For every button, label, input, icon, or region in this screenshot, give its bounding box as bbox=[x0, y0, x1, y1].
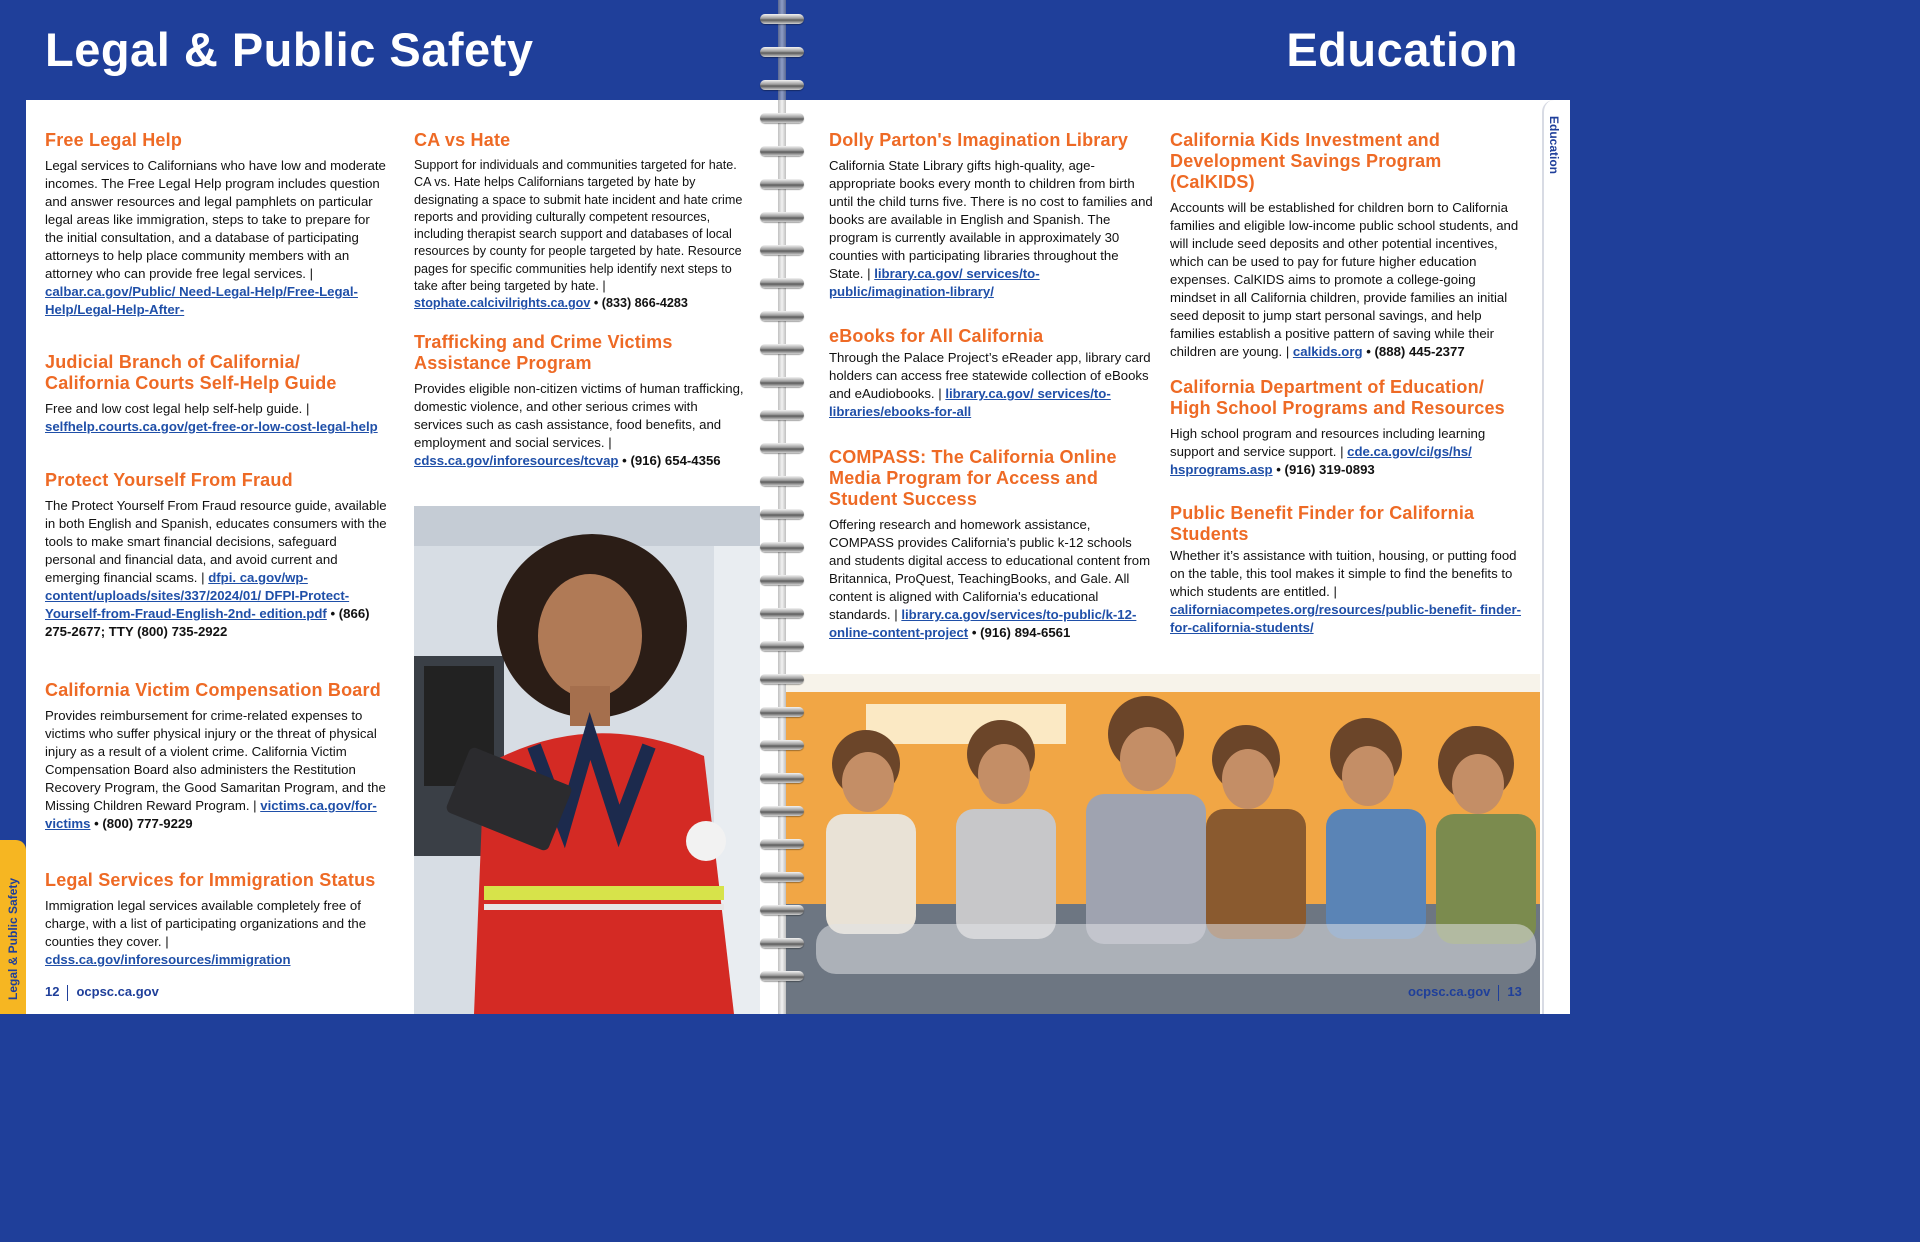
section-link[interactable]: cdss.ca.gov/inforesources/immigration bbox=[45, 952, 291, 967]
section-phone: • (800) 777-9229 bbox=[90, 816, 193, 831]
section-link[interactable]: calbar.ca.gov/Public/ Need-Legal-Help/Free-Legal-Help/Legal-Help-After- bbox=[45, 284, 358, 317]
binding-ring bbox=[760, 872, 804, 882]
binding-ring bbox=[760, 542, 804, 552]
right-column-1 bbox=[829, 130, 1154, 642]
binding-ring bbox=[760, 806, 804, 816]
section-calkids bbox=[1170, 130, 1525, 377]
section-link[interactable]: library.ca.gov/ services/to-libraries/ebooks-for-all bbox=[829, 386, 1111, 419]
section-courts-self-help bbox=[45, 352, 390, 470]
binding-ring bbox=[760, 608, 804, 618]
section-title: Judicial Branch of California/ California Courts Self-Help Guide bbox=[45, 352, 337, 393]
section-text: Through the Palace Project’s eReader app, library card holders can access free statewide collection of eBooks and eAudiobooks. | library.ca.gov/ services/to-libraries/ebooks-for-all bbox=[829, 350, 1151, 419]
section-title: California Victim Compensation Board bbox=[45, 680, 381, 700]
binding-ring bbox=[760, 773, 804, 783]
binding-ring bbox=[760, 344, 804, 354]
section-text: Legal services to Californians who have low and moderate incomes. The Free Legal Help program includes question and answer resources and legal pamphlets on particular legal areas like immigration, steps to take to prepare for the initial consultation, and a database of participating attorneys to help place community members with an attorney who can provide free legal services. | calbar.ca.gov/Public/ Need-Legal-Help/Free-Legal-Help/Legal-Help-After- bbox=[45, 158, 386, 317]
photo-children-illustration bbox=[786, 674, 1542, 1014]
section-protect-from-fraud bbox=[45, 470, 390, 680]
footer-left bbox=[45, 984, 159, 1001]
binding-ring bbox=[760, 707, 804, 717]
section-phone: • (888) 445-2377 bbox=[1362, 344, 1465, 359]
binding-ring bbox=[760, 641, 804, 651]
binding-ring bbox=[760, 113, 804, 123]
tab-legal-public-safety[interactable] bbox=[0, 840, 26, 1014]
footer-site-link[interactable]: ocpsc.ca.gov bbox=[76, 984, 159, 999]
footer-right bbox=[1408, 984, 1522, 1001]
section-text: Accounts will be established for children born to California families and eligible low-income public school students, and will include seed deposits and other potential incentives, which can be used to pay for future higher education expenses. CalKIDS aims to promote a college-going mindset in all California children, provide families an initial seed deposit to jump start personal savings, and help families establish a positive pattern of saving while their children are young. | calkids.org • (888) 445-2377 bbox=[1170, 200, 1519, 359]
binding-ring bbox=[760, 740, 804, 750]
binding-ring bbox=[760, 839, 804, 849]
section-link[interactable]: selfhelp.courts.ca.gov/get-free-or-low-cost-legal-help bbox=[45, 419, 378, 434]
section-text: Immigration legal services available completely free of charge, with a list of participating organizations and the counties they cover. | cdss.ca.gov/inforesources/immigration bbox=[45, 898, 367, 967]
binding-ring bbox=[760, 377, 804, 387]
section-phone: • (916) 319-0893 bbox=[1272, 462, 1375, 477]
section-title: eBooks for All California bbox=[829, 326, 1044, 346]
section-title: Trafficking and Crime Victims Assistance Program bbox=[414, 332, 673, 373]
section-trafficking-victims bbox=[414, 332, 749, 470]
section-title: California Kids Investment and Development Savings Program (CalKIDS) bbox=[1170, 130, 1442, 192]
section-link[interactable]: library.ca.gov/services/to-public/k-12- online-content-project bbox=[829, 607, 1137, 640]
section-text: Provides reimbursement for crime-related expenses to victims who suffer physical injury or the threat of physical injury as a result of a violent crime. California Victim Compensation Board also administers the Restitution Recovery Program, the Good Samaritan Program, and the Missing Children Reward Program. | victims.ca.gov/for-victims • (800) 777-9229 bbox=[45, 708, 386, 831]
section-link[interactable]: stophate.calcivilrights.ca.gov bbox=[414, 296, 591, 311]
tab-education[interactable] bbox=[1540, 100, 1568, 1014]
section-imagination-library bbox=[829, 130, 1154, 326]
binding-ring bbox=[760, 212, 804, 222]
binding-ring bbox=[760, 245, 804, 255]
page-number: 13 bbox=[1507, 984, 1522, 999]
binding-ring bbox=[760, 179, 804, 189]
footer-divider bbox=[1498, 985, 1499, 1001]
section-phone: • (866) 275-2677; TTY (800) 735-2922 bbox=[45, 606, 370, 639]
binding-ring bbox=[760, 443, 804, 453]
binding-ring bbox=[760, 509, 804, 519]
section-link[interactable]: calkids.org bbox=[1292, 344, 1363, 359]
tab-label: Legal & Public Safety bbox=[6, 877, 20, 1000]
right-column-2 bbox=[1170, 130, 1525, 637]
section-text: California State Library gifts high-quality, age-appropriate books every month to children from birth until the child turns five. There is no cost to families and books are available in English and Spanish. The program is currently available in approximately 30 counties with participating libraries throughout the State. | library.ca.gov/ services/to-public/imagination-library/ bbox=[829, 158, 1153, 299]
page-title-education: Education bbox=[1286, 23, 1518, 76]
section-link[interactable]: cdss.ca.gov/inforesources/tcvap bbox=[414, 453, 619, 468]
section-link[interactable]: dfpi. ca.gov/wp-content/uploads/sites/337/2024/01/ DFPI-Protect-Yourself-from-Fraud-English-2nd- edition.pdf bbox=[45, 570, 350, 621]
section-title: COMPASS: The California Online Media Program for Access and Student Success bbox=[829, 447, 1117, 509]
section-title: Dolly Parton's Imagination Library bbox=[829, 130, 1129, 150]
section-phone: • (916) 654-4356 bbox=[618, 453, 721, 468]
section-text: Free and low cost legal help self-help guide. | selfhelp.courts.ca.gov/get-free-or-low-cost-legal-help bbox=[45, 401, 378, 434]
binding-ring bbox=[760, 674, 804, 684]
section-ca-vs-hate bbox=[414, 130, 749, 332]
tab-label: Education bbox=[1547, 116, 1561, 175]
section-link[interactable]: cde.ca.gov/ci/gs/hs/ hsprograms.asp bbox=[1170, 444, 1472, 477]
section-high-school-programs bbox=[1170, 377, 1525, 503]
section-title: California Department of Education/ High School Programs and Resources bbox=[1170, 377, 1505, 418]
section-text: Offering research and homework assistance, COMPASS provides California's public k-12 schools and students digital access to educational content from Britannica, ProQuest, TeachingBooks, and Gale. All content is aligned with California's educational standards. | library.ca.gov/services/to-public/k-12- online-content-project • (916) 894-6561 bbox=[829, 517, 1151, 640]
binding-ring bbox=[760, 146, 804, 156]
binding-ring bbox=[760, 47, 804, 57]
binding-ring bbox=[760, 80, 804, 90]
section-benefit-finder bbox=[1170, 503, 1525, 637]
section-text: Whether it’s assistance with tuition, housing, or putting food on the table, this tool makes it simple to find the benefits to which students are entitled. | californiacompetes.org/resources/public-benefit- finder-for-california-students/ bbox=[1170, 548, 1522, 635]
section-phone: • (916) 894-6561 bbox=[968, 625, 1071, 640]
page-title-legal: Legal & Public Safety bbox=[45, 23, 534, 76]
binding-ring bbox=[760, 938, 804, 948]
left-column-2 bbox=[414, 130, 749, 470]
section-title: Public Benefit Finder for California Students bbox=[1170, 503, 1475, 544]
photo-paramedic-with-tablet bbox=[414, 506, 760, 1014]
section-immigration-legal bbox=[45, 870, 390, 969]
photo-children-in-classroom bbox=[786, 674, 1542, 1014]
section-text: High school program and resources including learning support and service support. | cde.ca.gov/ci/gs/hs/ hsprograms.asp • (916) 319-0893 bbox=[1170, 426, 1486, 477]
section-ebooks bbox=[829, 326, 1154, 447]
binding-ring bbox=[760, 14, 804, 24]
section-title: CA vs Hate bbox=[414, 130, 511, 150]
section-title: Free Legal Help bbox=[45, 130, 183, 150]
section-compass bbox=[829, 447, 1154, 642]
footer-site-link[interactable]: ocpsc.ca.gov bbox=[1408, 984, 1491, 999]
section-link[interactable]: library.ca.gov/ services/to-public/imagination-library/ bbox=[829, 266, 1040, 299]
binding-ring bbox=[760, 278, 804, 288]
section-text: The Protect Yourself From Fraud resource guide, available in both English and Spanish, educates consumers with the tools to make smart financial decisions, safeguard personal and financial data, and avoid current and emerging financial scams. | dfpi. ca.gov/wp-content/uploads/sites/337/2024/01/ DFPI-Protect-Yourself-from-Fraud-English-2nd- edition.pdf • (866) 275-2677; TTY (800) 735-2922 bbox=[45, 498, 387, 639]
binding-ring bbox=[760, 476, 804, 486]
binding-ring bbox=[760, 410, 804, 420]
tab-strip bbox=[1542, 100, 1570, 1014]
binding-ring bbox=[760, 575, 804, 585]
left-column-1 bbox=[45, 130, 390, 969]
footer-divider bbox=[67, 985, 68, 1001]
section-title: Legal Services for Immigration Status bbox=[45, 870, 376, 890]
photo-paramedic-illustration bbox=[414, 506, 760, 1014]
section-text: Support for individuals and communities targeted for hate. CA vs. Hate helps Californians targeted by hate by designating a space to submit hate incident and hate crime reports and providing culturally competent resources, including therapist search support and databases of local resources by county for people targeted by hate. Resource pages for specific communities help identify next steps to take after being targeted by hate. | stophate.calcivilrights.ca.gov • (833) 866-4283 bbox=[414, 158, 743, 311]
section-text: Provides eligible non-citizen victims of human trafficking, domestic violence, and other serious crimes with services such as cash assistance, food benefits, and employment and social services. | cdss.ca.gov/inforesources/tcvap • (916) 654-4356 bbox=[414, 381, 744, 468]
section-free-legal-help bbox=[45, 130, 390, 352]
section-victim-compensation bbox=[45, 680, 390, 870]
section-phone: • (833) 866-4283 bbox=[590, 296, 688, 311]
binding-ring bbox=[760, 971, 804, 981]
section-title: Protect Yourself From Fraud bbox=[45, 470, 293, 490]
section-link[interactable]: victims.ca.gov/for-victims bbox=[45, 798, 377, 831]
binding-ring bbox=[760, 311, 804, 321]
page-number: 12 bbox=[45, 984, 60, 999]
section-link[interactable]: californiacompetes.org/resources/public-benefit- finder-for-california-students/ bbox=[1170, 602, 1522, 635]
binding-ring bbox=[760, 905, 804, 915]
